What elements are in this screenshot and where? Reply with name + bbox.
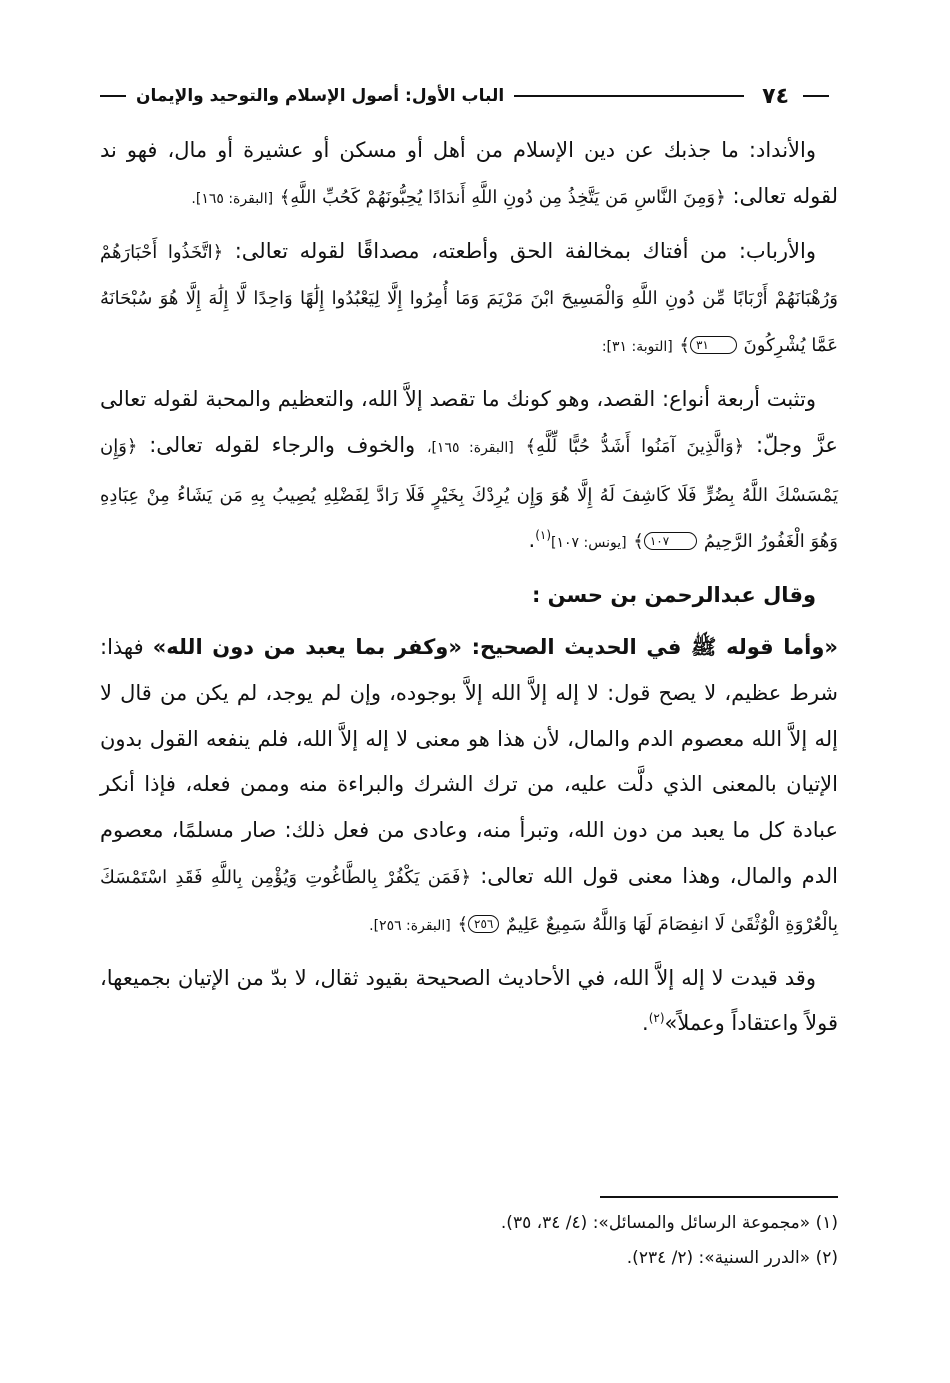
quran-verse: ﴿وَالَّذِينَ آمَنُوا أَشَدُّ حُبًّا لِّلَّهِ﴾ bbox=[525, 435, 745, 457]
paragraph-end: . bbox=[642, 1011, 649, 1036]
ayah-number-marker: ١٠٧ bbox=[644, 532, 697, 550]
footnote-marker[interactable]: (١) bbox=[535, 528, 552, 543]
running-header bbox=[100, 76, 835, 116]
section-heading: وقال عبدالرحمن بن حسن : bbox=[531, 583, 816, 608]
header-rule bbox=[514, 95, 744, 97]
verse-reference: [البقرة: ١٦٥]. bbox=[191, 190, 274, 207]
quran-verse: ﴿وَمِنَ النَّاسِ مَن يَتَّخِذُ مِن دُونِ اللَّهِ أَندَادًا يُحِبُّونَهُمْ كَحُبِّ اللَّهِ﴾ bbox=[279, 186, 726, 208]
quran-verse: ﴿وَإِن يَمْسَسْكَ اللَّهُ بِضُرٍّ فَلَا كَاشِفَ لَهُ إِلَّا هُوَ وَإِن يُرِدْكَ بِخَيْرٍ فَلَا رَادَّ لِفَضْلِهِ يُصِيبُ بِهِ مَن يَشَاءُ مِنْ عِبَادِهِ وَهُوَ الْغَفُورُ الرَّحِيمُ bbox=[100, 435, 838, 553]
quran-verse: ﴿فَمَن يَكْفُرْ بِالطَّاغُوتِ وَيُؤْمِن بِاللَّهِ فَقَدِ اسْتَمْسَكَ بِالْعُرْوَةِ الْوُثْقَىٰ لَا انفِصَامَ لَهَا وَاللَّهُ سَمِيعٌ عَلِيمٌ bbox=[100, 866, 838, 935]
paragraph-text: وتثبت أربعة أنواع: القصد، وهو كونك ما تقصد إلاَّ الله، والتعظيم والمحبة لقوله تعالى عزَّ وجلّ: bbox=[100, 386, 838, 457]
verse-reference: [التوبة: ٣١]: bbox=[601, 339, 673, 356]
ayah-number-marker: ٣١ bbox=[690, 336, 737, 354]
paragraph-andad bbox=[100, 128, 838, 223]
ayah-number-marker: ٢٥٦ bbox=[468, 915, 499, 933]
header-dash bbox=[803, 95, 829, 97]
quran-close-bracket: ﴾ bbox=[457, 913, 468, 935]
paragraph-anwa: وتثبت أربعة أنواع: القصد، وهو كونك ما تقصد إلاَّ الله، والتعظيم والمحبة لقوله تعالى عزَّ وجلّ: ﴿وَالَّذِينَ آمَنُوا أَشَدُّ حُبًّا لِّلَّهِ﴾ [البقرة: ١٦٥]، والخوف والرجاء لقوله تعالى: ﴿وَإِن يَمْسَسْكَ اللَّهُ بِضُرٍّ فَلَا كَاشِفَ لَهُ إِلَّا هُوَ وَإِن يُرِدْكَ بِخَيْرٍ فَلَا رَادَّ لِفَضْلِهِ يُصِيبُ بِهِ مَن يَشَاءُ مِنْ عِبَادِهِ وَهُوَ الْغَفُورُ الرَّحِيمُ ١٠٧﴾ [يونس: ١٠٧]$^{(١)}$. bbox=[100, 386, 838, 553]
footnote-2: (٢) «الدرر السنية»: (٢/ ٢٣٤). bbox=[626, 1248, 838, 1268]
paragraph-text: والأرباب: من أفتاك بمخالفة الحق وأطعته، مصداقًا لقوله تعالى: bbox=[223, 238, 817, 263]
paragraph-quote bbox=[100, 625, 838, 950]
paragraph-text: والأنداد: ما جذبك عن دين الإسلام من أهل أو مسكن أو عشيرة أو مال، فهو ند لقوله تعالى: bbox=[100, 138, 838, 208]
quran-verse: ﴿اتَّخَذُوا أَحْبَارَهُمْ وَرُهْبَانَهُمْ أَرْبَابًا مِّن دُونِ اللَّهِ وَالْمَسِيحَ ابْنَ مَرْيَمَ وَمَا أُمِرُوا إِلَّا لِيَعْبُدُوا إِلَٰهًا وَاحِدًا لَّا إِلَٰهَ إِلَّا هُوَ سُبْحَانَهُ عَمَّا يُشْرِكُونَ bbox=[100, 241, 838, 357]
main-text bbox=[100, 128, 838, 1053]
quran-close-bracket: ﴾ bbox=[633, 531, 644, 553]
footnotes bbox=[238, 1206, 838, 1276]
paragraph-quyud bbox=[100, 956, 838, 1048]
quran-close-bracket: ﴾ bbox=[679, 335, 690, 357]
footnote-separator bbox=[600, 1196, 838, 1198]
chapter-title: الباب الأول: أصول الإسلام والتوحيد والإيمان bbox=[136, 86, 505, 106]
verse-reference: [البقرة: ١٦٥]، bbox=[426, 439, 514, 456]
paragraph-text: فهذا: شرط عظيم، لا يصح قول: لا إله إلاَّ الله إلاَّ بوجوده، وإن لم يوجد، لم يكن من قال لا إله إلاَّ الله معصوم الدم والمال، لأن هذا هو معنى لا إله إلاَّ الله، فلم ينفعه القول بدون الإتيان بالمعنى الذي دلَّت عليه، من ترك الشرك والبراءة منه وممن فعله، فإذا أنكر عبادة كل ما يعبد من دون الله، وتبرأ منه، وعادى من فعل ذلك: صار مسلمًا، معصوم الدم والمال، وهذا معنى قول الله تعالى: bbox=[100, 634, 839, 888]
header-dash-end bbox=[100, 95, 126, 97]
paragraph-text: والخوف والرجاء لقوله تعالى: bbox=[137, 432, 427, 457]
verse-reference: [البقرة: ٢٥٦]. bbox=[369, 917, 451, 934]
paragraph-arbab bbox=[100, 229, 838, 371]
hadith-quote: «وأما قوله ﷺ في الحديث الصحيح: «وكفر بما يعبد من دون الله» bbox=[152, 634, 838, 659]
footnote-marker[interactable]: (٢) bbox=[648, 1011, 665, 1026]
paragraph-text: وقد قيدت لا إله إلاَّ الله، في الأحاديث الصحيحة بقيود ثقال، لا بدّ من الإتيان بجميعها، قولاً واعتقاداً وعملاً» bbox=[100, 965, 838, 1036]
page-number: ٧٤ bbox=[762, 83, 789, 109]
verse-reference: [يونس: ١٠٧] bbox=[551, 535, 627, 552]
footnote-1: (١) «مجموعة الرسائل والمسائل»: (٤/ ٣٤، ٣٥). bbox=[500, 1213, 838, 1233]
